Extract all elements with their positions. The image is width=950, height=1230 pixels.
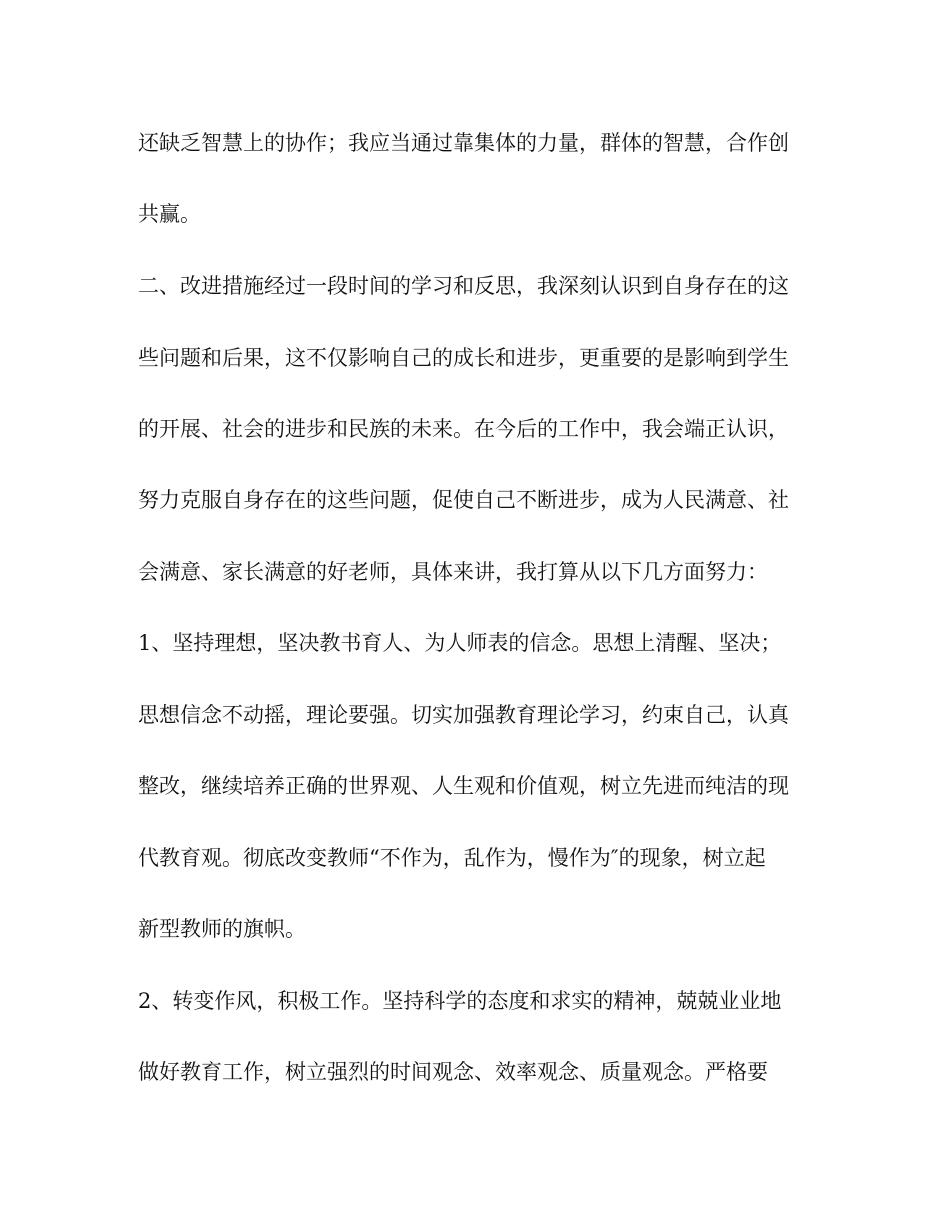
text-line: 整改，继续培养正确的世界观、人生观和价值观，树立先进而纯洁的现 [138, 774, 789, 798]
text-line: 些问题和后果，这不仅影响自己的成长和进步，更重要的是影响到学生 [138, 346, 789, 370]
text-line: 1、坚持理想，坚决教书育人、为人师表的信念。思想上清醒、坚决； [138, 631, 782, 655]
text-line: 代教育观。彻底改变教师“不作为，乱作为，慢作为″的现象，树立起 [138, 846, 766, 870]
text-line: 2、转变作风，积极工作。坚持科学的态度和求实的精神，兢兢业业地 [138, 989, 782, 1013]
text-line: 共赢。 [138, 202, 201, 226]
text-line: 努力克服自身存在的这些问题，促使自己不断进步，成为人民满意、社 [138, 488, 789, 512]
text-line: 思想信念不动摇，理论要强。切实加强教育理论学习，约束自己，认真 [138, 703, 789, 727]
text-line: 二、改进措施经过一段时间的学习和反思，我深刻认识到自身存在的这 [138, 274, 789, 298]
text-line: 的开展、社会的进步和民族的未来。在今后的工作中，我会端正认识， [138, 417, 789, 441]
text-line: 会满意、家长满意的好老师，具体来讲，我打算从以下几方面努力： [138, 560, 768, 584]
text-line: 做好教育工作，树立强烈的时间观念、效率观念、质量观念。严格要 [138, 1060, 768, 1084]
text-line: 还缺乏智慧上的协作；我应当通过靠集体的力量，群体的智慧，合作创 [138, 131, 789, 155]
text-line: 新型教师的旗帜。 [138, 917, 306, 941]
